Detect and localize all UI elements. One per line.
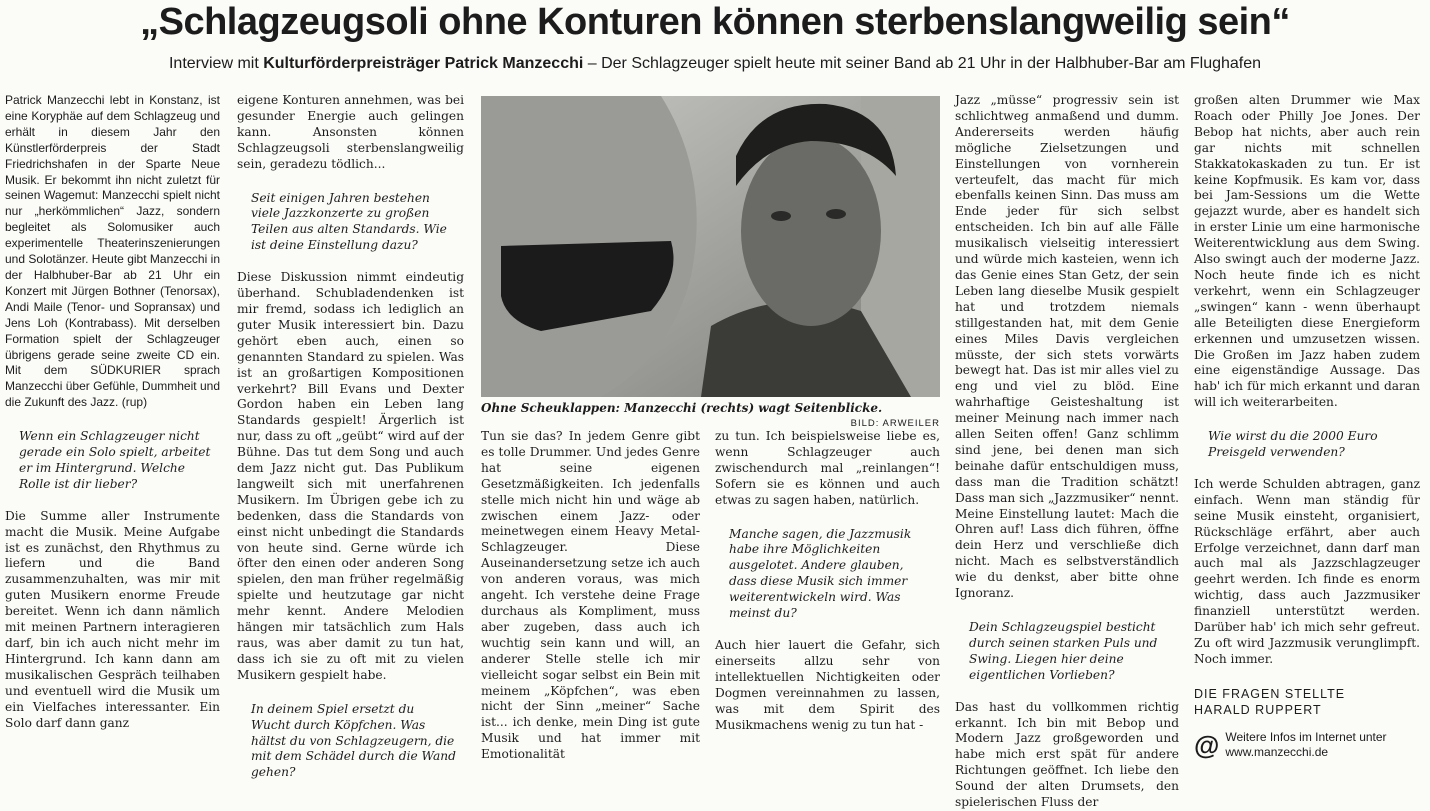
answer-6: Ich werde Schulden abtragen, ganz einfach. Wenn man ständig für seine Musik einsteht, organisiert, Rückschläge erfährt, aber auch Erfolge verzeichnet, dann darf man auch mal als Jazzschlagzeuger geehrt werden. Ich finde es enorm wichtig, dass auch Jazzmusiker finanziell unterstützt werden. Darüber hab' ich mich sehr gefreut. Zu oft wird Jazzmusik verunglimpft. Noch immer. [1194,476,1420,666]
photo-caption: Ohne Scheuklappen: Manzecchi (rechts) wagt Seitenblicke. [481,401,883,415]
at-icon: @ [1194,729,1220,760]
question-3: In deinem Spiel ersetzt du Wucht durch Köpfchen. Was hältst du von Schlagzeugern, die mit dem Schädel durch die Wand gehen? [251,701,456,780]
answer-4-cont: Jazz „müsse“ progressiv sein ist schlichtweg anmaßend und dumm. Andererseits werden häufig mögliche Zielsetzungen und Einstellungen von vornherein verteufelt, das macht für mich ebenfalls keinen Sinn. Das muss am Ende jeder für sich selbst entscheiden. Ich bin auf alle Fälle musikalisch vielseitig interessiert und würde mich kasteien, wenn ich das Genie eines Stan Getz, der sein Leben lang dieselbe Musik gespielt hat und trotzdem niemals stillgestanden hat, mit dem Genie eines Miles Davis vergleichen müsste, der sich stets vorwärts bewegt hat. Das ist mir alles viel zu eng und viel zu blöd. Eine wahrhaftige Geisteshaltung ist meiner Meinung nach immer nach allen Seiten offen! Ganz schlimm sind jene, bei denen man sich beinahe dafür entschuldigen muss, dass man die Tradition schätzt! Dass man sich „Jazzmusiker“ nennt. Meine Einstellung lautet: Mach die Ohren auf! Lass dich führen, öffne dein Herz und verschließe dich nicht. Mach es selbstverständlich wie du denkst, aber bitte ohne Ignoranz. [955,93,1179,601]
column-2 [237,93,464,797]
answer-5-cont: großen alten Drummer wie Max Roach oder Philly Joe Jones. Der Bebop hat nichts, aber auch rein gar nichts mit schnellen Stakkatokaskaden zu tun. Er ist keine Kopfmusik. Es kam vor, dass bei Jam-Sessions um die Wette gejazzt wurde, aber es handelt sich in erster Linie um eine harmonische Weiterentwicklung aus dem Swing. Also swingt auch der moderne Jazz. Noch heute finde ich es nicht verkehrt, wenn ein Schlagzeuger „swingen“ kann - wenn überhaupt alle Beteiligten diese Energieform erkennen und umzusetzen wissen. Die Großen im Jazz haben zudem eine eigenständige Aussage. Das hab' ich für mich erkannt und daran will ich weiterarbeiten. [1194,93,1420,410]
answer-3: Tun sie das? In jedem Genre gibt es tolle Drummer. Und jedes Genre hat seine eigenen Gesetzmäßigkeiten. Ich jedenfalls stelle mich nicht hin und wäge ab zwischen einem Jazz- oder meinetwegen einem Heavy Metal-Schlagzeuger. Diese Auseinandersetzung setze ich auch von anderen voraus, was mich angeht. Ich verstehe deine Frage durchaus als Kompliment, muss aber zugeben, dass auch ich wuchtig sein kann und will, an anderer Stelle stelle ich mir vielleicht sogar selbst ein Bein mit meinem „Köpfchen“, was eben nicht der Sinn „meiner“ Sache ist... ich denke, mein Ding ist gute Musik und hat immer mit Emotionalität [481,429,700,762]
column-3 [481,429,700,763]
column-4 [715,429,940,733]
photo-caption-row [481,401,940,431]
subhead-rest: – Der Schlagzeuger spielt heute mit seiner Band ab 21 Uhr in der Halbhuber-Bar am Flughafen [583,55,1262,72]
web-info [1194,730,1420,760]
question-4: Manche sagen, die Jazzmusik habe ihre Möglichkeiten ausgelotet. Andere glauben, dass diese Musik sich immer weiterentwickeln wird. Was meinst du? [729,526,912,621]
byline-author: HARALD RUPPERT [1194,702,1322,717]
answer-1: Die Summe aller Instrumente macht die Musik. Meine Aufgabe ist es zunächst, den Rhythmus zu liefern und die Band zusammenzuhalten, was mir mit guten Musikern enorme Freude bereitet. Wenn ich dann nämlich mit meinen Partnern interagieren darf, bin ich auch nicht mehr im Hintergrund. Ich kann dann am musikalischen Gespräch teilhaben und eventuell wird die Musik um ein Vielfaches interessanter. Ein Solo darf dann ganz [5,508,220,730]
byline-label: DIE FRAGEN STELLTE [1194,686,1346,701]
question-6: Wie wirst du die 2000 Euro Preisgeld verwenden? [1208,429,1378,460]
intro-text: Patrick Manzecchi lebt in Konstanz, ist eine Koryphäe auf dem Schlagzeug und erhält in diesem Jahr den Künstlerförderpreis der Stadt Friedrichshafen in der Sparte Neue Musik. Er bekommt ihn nicht zuletzt für seinen Wagemut: Manzecchi spielt nicht nur „herkömmlichen“ Jazz, sondern begleitet als Solomusiker auch experimentelle Theaterinszenierungen und Solotänzer. Heute gibt Manzecchi in der Halbhuber-Bar ab 21 Uhr ein Konzert mit Jürgen Bothner (Tenorsax), Andi Maile (Tenor- und Sopransax) und Jens Loh (Kontrabass). Mit derselben Formation spielt der Schlagzeuger übrigens gerade seine zweite CD ein. Mit dem SÜDKURIER sprach Manzecchi über Gefühle, Dummheit und die Zukunft des Jazz. (rup) [5,93,220,410]
photo-credit: BILD: ARWEILER [850,418,940,429]
column-5 [955,93,1179,811]
question-5: Dein Schlagzeugspiel besticht durch seinen starken Puls und Swing. Liegen hier deine eigentlichen Vorlieben? [969,620,1158,682]
column-6 [1194,93,1420,760]
byline [1194,686,1420,718]
web-info-label: Weitere Infos im Internet unter [1225,729,1387,744]
website-link[interactable]: www.manzecchi.de [1225,744,1329,759]
question-1: Wenn ein Schlagzeuger nicht gerade ein Solo spielt, arbeitet er im Hintergrund. Welche Rolle ist dir lieber? [19,429,211,491]
answer-5: Das hast du vollkommen richtig erkannt. Ich bin mit Bebop und Modern Jazz großgeworden und habe mich erst spät für andere Richtungen geöffnet. Ich liebe den Sound der alten Drumsets, den spielerischen Fluss der [955,699,1179,810]
answer-4: Auch hier lauert die Gefahr, sich einerseits allzu sehr von intellektuellen Nichtigkeiten oder Dogmen vereinnahmen zu lassen, was mit dem Spirit des Musikmachens wenig zu tun hat - [715,637,940,732]
headline: „Schlagzeugsoli ohne Konturen können sterbenslangweilig sein“ [140,1,1290,43]
photo [481,96,940,397]
answer-2: Diese Diskussion nimmt eindeutig überhand. Schubladendenken ist mir fremd, sodass ich lediglich an guter Musik interessiert bin. Dazu gehört eben auch, einen so genannten Standard zu spielen. Was ist an großartigen Kompositionen verkehrt? Bill Evans und Dexter Gordon haben ein Leben lang Standards gespielt! Ärgerlich ist nur, dass zu oft „geübt“ wird auf der Bühne. Das tut dem Song und auch dem Jazz nicht gut. Das Publikum langweilt sich mit unerfahrenen Musikern. Im Übrigen gebe ich zu bedenken, dass die Standards von einst nicht unbedingt die Standards von heute sind. Gerne würde ich öfter den einen oder anderen Song spielen, den man früher regelmäßig spielte und heutzutage gar nicht mehr kennt. Andere Melodien hängen mir tatsächlich zum Hals raus, was aber damit zu tun hat, dass ich sie zu oft mit zu vielen Musikern gespielt habe. [237,270,464,682]
subheadline [0,54,1430,74]
answer-3-cont: zu tun. Ich beispielsweise liebe es, wenn Schlagzeuger auch zwischendurch mal „reinlangen“! Sofern sie es können und auch etwas zu sagen haben, natürlich. [715,429,940,507]
column-1 [5,93,220,731]
question-2: Seit einigen Jahren bestehen viele Jazzkonzerte zu großen Teilen aus alten Standards. Wie ist deine Einstellung dazu? [251,190,447,253]
subhead-prefix: Interview mit [168,55,264,72]
answer-1-cont: eigene Konturen annehmen, was bei gesunder Energie auch gelingen kann. Ansonsten können Schlagzeugsoli sterbenslangweilig sein, geradezu tödlich... [237,93,464,171]
subhead-bold: Kulturförderpreisträger Patrick Manzecchi [263,55,584,72]
portrait-photo [481,96,940,397]
